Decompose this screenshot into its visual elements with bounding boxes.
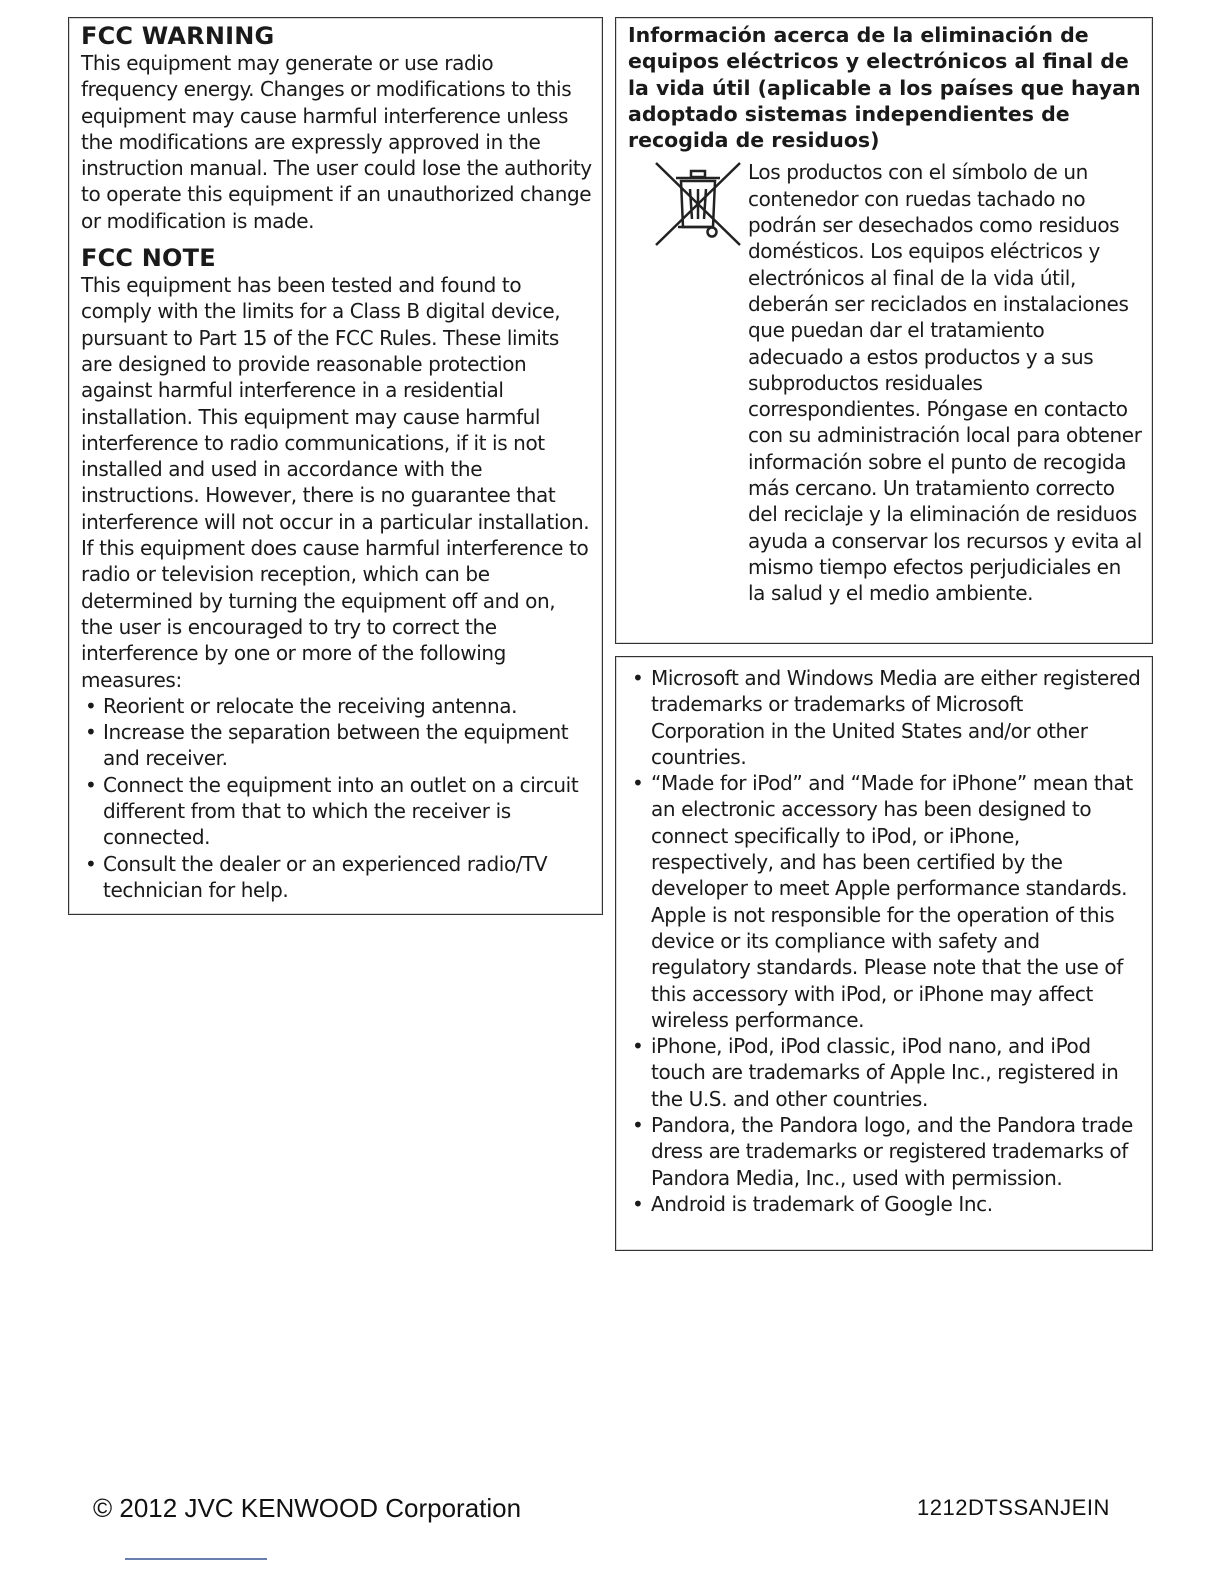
list-item: • “Made for iPod” and “Made for iPhone” mean that an electronic accessory has been designed to connect specifically to iPod, or iPhone, respectively, and has been certified by the developer to meet Apple performance standards. Apple is not responsible for the operation of this device or its compliance with safety and regulatory standards. Please note that the use of this accessory with iPod, or iPhone may affect wireless performance. (628, 770, 1142, 1033)
weee-content (628, 159, 1142, 606)
fcc-note-heading: FCC NOTE (81, 244, 216, 273)
trademarks-list (628, 665, 1142, 1217)
fcc-note-text: This equipment has been tested and found to comply with the limits for a Class B digital device, pursuant to Part 15 of the FCC Rules. These limits are designed to provide reasonable protection against harmful interference in a residential installation. This equipment may cause harmful interference to radio communications, if it is not installed and used in accordance with the instructions. However, there is no guarantee that interference will not occur in a particular installation. If this equipment does cause harmful interference to radio or television reception, which can be determined by turning the equipment off and on, the user is encouraged to try to correct the interference by one or more of the following measures: (81, 273, 590, 692)
copyright-text: © 2012 JVC KENWOOD Corporation (93, 1493, 522, 1523)
list-item: • Reorient or relocate the receiving antenna. (81, 693, 592, 719)
crossed-out-wheelie-bin-icon (648, 159, 748, 249)
document-code: 1212DTSSANJEIN (917, 1495, 1110, 1520)
list-item: • iPhone, iPod, iPod classic, iPod nano, and iPod touch are trademarks of Apple Inc., registered in the U.S. and other countries. (628, 1033, 1142, 1112)
list-item: • Increase the separation between the equipment and receiver. (81, 719, 592, 772)
trademarks-section (615, 656, 1153, 1251)
fcc-measures-list (81, 693, 592, 903)
list-item: • Connect the equipment into an outlet on a circuit different from that to which the receiver is connected. (81, 772, 592, 851)
list-item: • Android is trademark of Google Inc. (628, 1191, 1142, 1217)
list-item: • Pandora, the Pandora logo, and the Pandora trade dress are trademarks or registered trademarks of Pandora Media, Inc., used with permission. (628, 1112, 1142, 1191)
weee-section (615, 17, 1153, 644)
weee-text: Los productos con el símbolo de un contenedor con ruedas tachado no podrán ser desechados como residuos domésticos. Los equipos eléctricos y electrónicos al final de la vida útil, deberán ser reciclados en instalaciones que puedan dar el tratamiento adecuado a estos productos y a sus subproductos residuales correspondientes. Póngase en contacto con su administración local para obtener información sobre el punto de recogida más cercano. Un tratamiento correcto del reciclaje y la eliminación de residuos ayuda a conservar los recursos y evita al mismo tiempo efectos perjudiciales en la salud y el medio ambiente. (748, 160, 1142, 606)
fcc-warning-text: This equipment may generate or use radio frequency energy. Changes or modifications to this equipment may cause harmful interference unless the modifications are expressly approved in the instruction manual. The user could lose the authority to operate this equipment if an unauthorized change or modification is made. (81, 51, 592, 233)
fcc-section (68, 17, 603, 915)
footer-divider (125, 1558, 267, 1560)
weee-heading: Información acerca de la eliminación de equipos eléctricos y electrónicos al final de la vida útil (aplicable a los países que hayan adoptado sistemas independientes de recogida de residuos) (628, 23, 1141, 153)
fcc-warning-heading: FCC WARNING (81, 22, 275, 50)
list-item: • Consult the dealer or an experienced radio/TV technician for help. (81, 851, 592, 904)
list-item: • Microsoft and Windows Media are either registered trademarks or trademarks of Microsoft Corporation in the United States and/or other countries. (628, 665, 1142, 770)
